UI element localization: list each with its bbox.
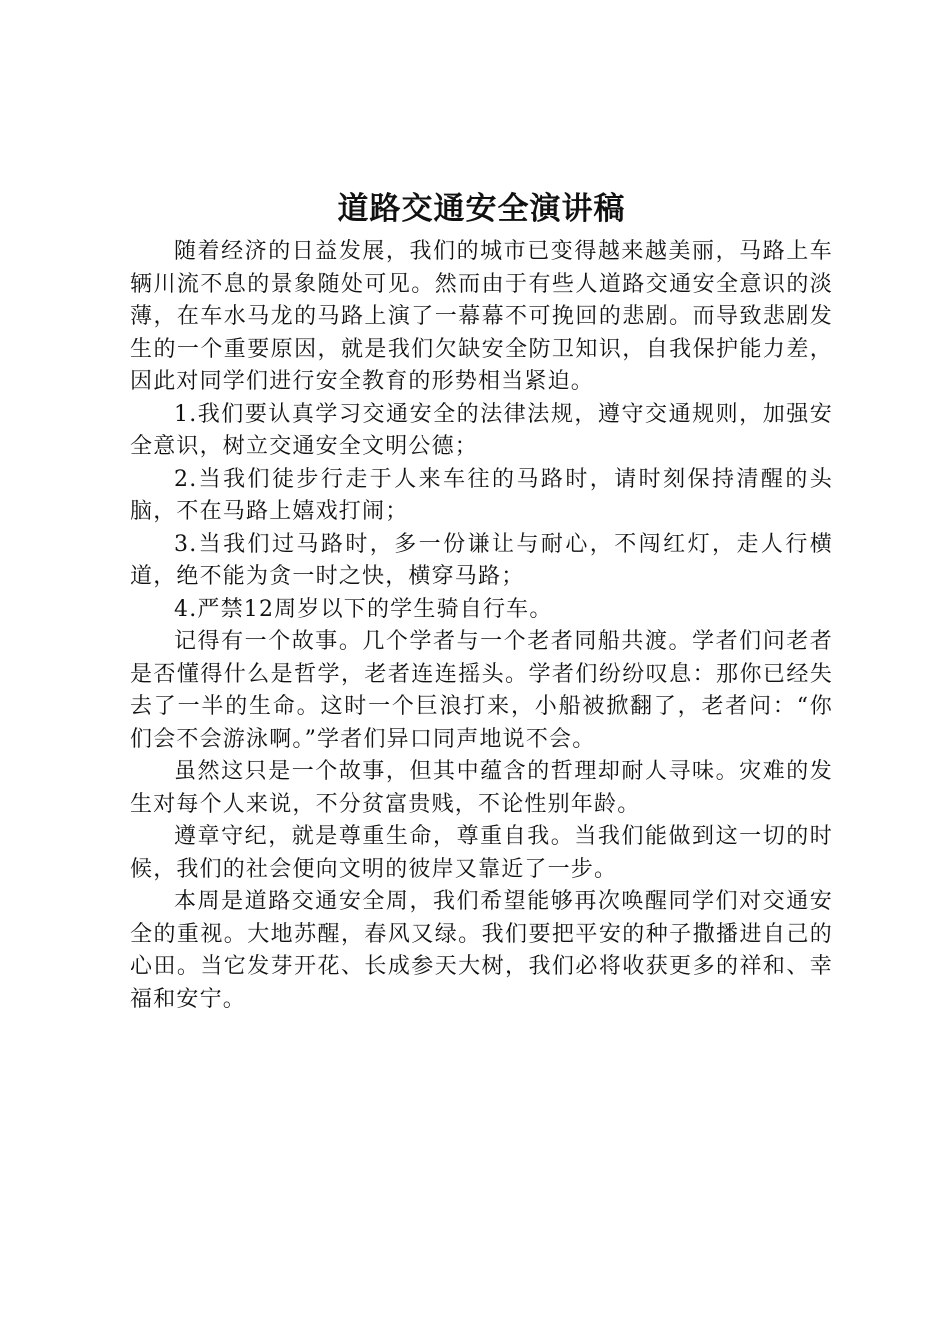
paragraph-closing: 本周是道路交通安全周，我们希望能够再次唤醒同学们对交通安全的重视。大地苏醒，春风又绿。我们要把平安的种子撒播进自己的心田。当它发芽开花、长成参天大树，我们必将收获更多的祥和、幸福和安宁。 bbox=[130, 889, 833, 1012]
paragraph-rule-2: 2.当我们徒步行走于人来车往的马路时，请时刻保持清醒的头脑，不在马路上嬉戏打闹； bbox=[130, 466, 833, 524]
paragraph-reflection: 虽然这只是一个故事，但其中蕴含的哲理却耐人寻味。灾难的发生对每个人来说，不分贫富贵贱，不论性别年龄。 bbox=[130, 759, 833, 817]
document-title: 道路交通安全演讲稿 bbox=[337, 191, 626, 227]
paragraph-rule-1: 1.我们要认真学习交通安全的法律法规，遵守交通规则，加强安全意识，树立交通安全文明公德； bbox=[130, 401, 833, 459]
paragraph-discipline: 遵章守纪，就是尊重生命，尊重自我。当我们能做到这一切的时候，我们的社会便向文明的彼岸又靠近了一步。 bbox=[130, 824, 833, 882]
paragraph-story: 记得有一个故事。几个学者与一个老者同船共渡。学者们问老者是否懂得什么是哲学，老者连连摇头。学者们纷纷叹息：那你已经失去了一半的生命。这时一个巨浪打来，小船被掀翻了，老者问：“你们会不会游泳啊。”学者们异口同声地说不会。 bbox=[130, 629, 833, 752]
paragraph-rule-3: 3.当我们过马路时，多一份谦让与耐心，不闯红灯，走人行横道，绝不能为贪一时之快，横穿马路； bbox=[130, 531, 833, 589]
document-page bbox=[130, 186, 833, 1016]
paragraph-rule-4: 4.严禁12周岁以下的学生骑自行车。 bbox=[174, 596, 553, 622]
paragraph-intro: 随着经济的日益发展，我们的城市已变得越来越美丽，马路上车辆川流不息的景象随处可见。然而由于有些人道路交通安全意识的淡薄，在车水马龙的马路上演了一幕幕不可挽回的悲剧。而导致悲剧发生的一个重要原因，就是我们欠缺安全防卫知识，自我保护能力差，因此对同学们进行安全教育的形势相当紧迫。 bbox=[130, 239, 833, 394]
